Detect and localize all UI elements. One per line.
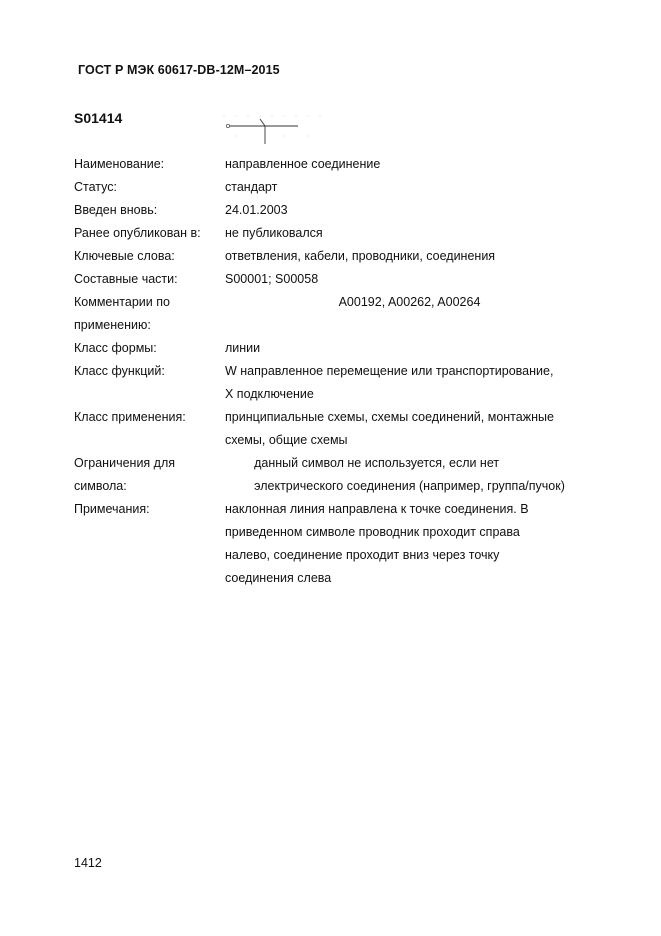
property-row [74, 452, 594, 498]
property-value: принципиальные схемы, схемы соединений, монтажные схемы, общие схемы [225, 410, 554, 447]
property-label: Статус: [74, 180, 117, 194]
property-value: направленное соединение [225, 157, 381, 171]
property-label: Ключевые слова: [74, 249, 175, 263]
property-label: Введен вновь: [74, 203, 158, 217]
property-label: Комментарии по применению: [74, 295, 170, 332]
property-label: Наименование: [74, 157, 165, 171]
property-row [74, 337, 594, 360]
property-label: Ограничения для символа: [74, 456, 176, 493]
property-row [74, 199, 594, 222]
property-row [74, 406, 594, 452]
property-label: Примечания: [74, 502, 150, 516]
property-label: Класс применения: [74, 410, 186, 424]
property-row [74, 291, 594, 337]
property-value: линии [225, 341, 261, 355]
property-row [74, 222, 594, 245]
property-value: данный символ не используется, если нет электрического соединения (например, группа/пучок) [254, 456, 565, 493]
property-value: A00192, A00262, A00264 [338, 295, 481, 309]
property-row [74, 498, 594, 590]
property-label: Составные части: [74, 272, 178, 286]
property-value: W направленное перемещение или транспортирование, X подключение [225, 364, 554, 401]
property-value: не публиковался [225, 226, 323, 240]
property-row [74, 176, 594, 199]
property-value: стандарт [225, 180, 278, 194]
property-label: Класс функций: [74, 364, 165, 378]
property-row [74, 153, 594, 176]
property-row [74, 245, 594, 268]
symbol-code: S01414 [74, 110, 123, 126]
property-value: 24.01.2003 [225, 203, 288, 217]
property-label: Класс формы: [74, 341, 157, 355]
property-value: S00001; S00058 [225, 272, 319, 286]
property-row [74, 268, 594, 291]
page-number: 1412 [74, 856, 102, 870]
property-value: наклонная линия направлена к точке соединения. В приведенном символе проводник проходит справа налево, соединение проходит вниз через точку соединения слева [225, 502, 529, 585]
property-label: Ранее опубликован в: [74, 226, 201, 240]
directed-junction-symbol [222, 112, 322, 152]
property-value: ответвления, кабели, проводники, соединения [225, 249, 496, 263]
property-row [74, 360, 594, 406]
properties-table [74, 153, 594, 590]
document-header: ГОСТ Р МЭК 60617-DB-12M–2015 [78, 63, 280, 77]
